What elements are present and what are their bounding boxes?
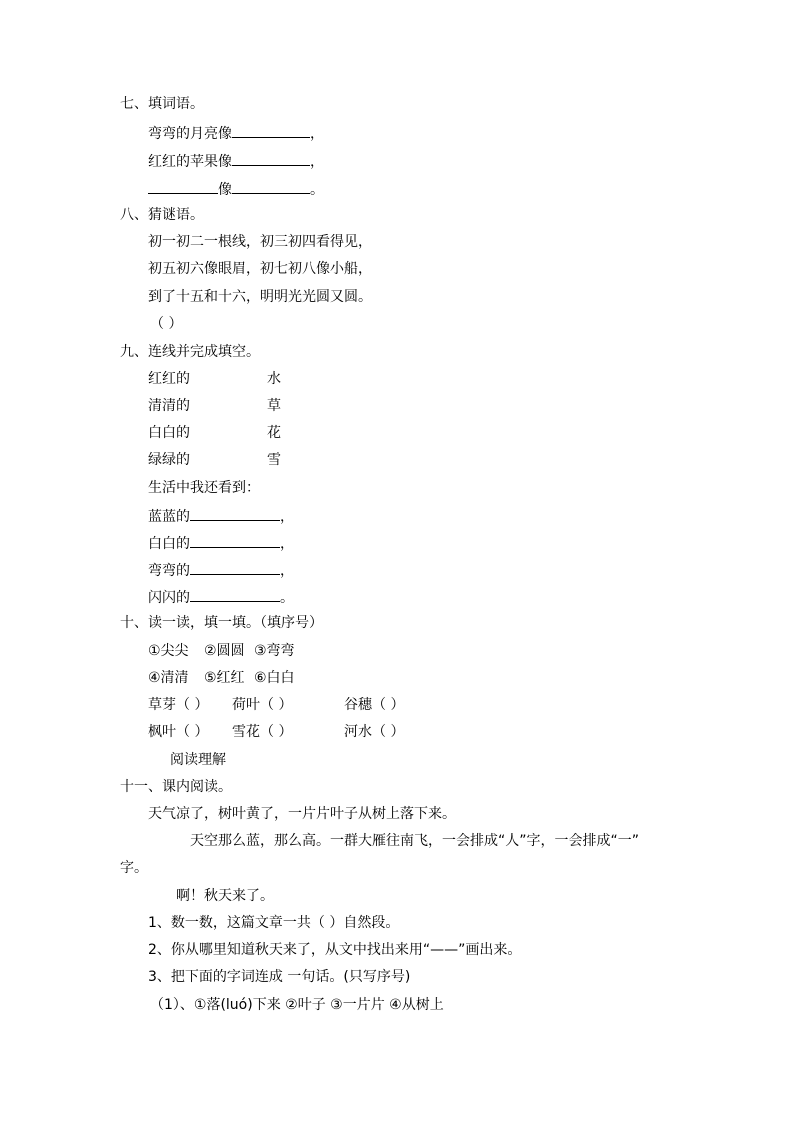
passage-paragraph: 天气凉了，树叶黄了，一片片叶子从树上落下来。 [148,806,456,822]
fill-prefix: 白白的 [148,536,190,552]
section-9-title: 九、连线并完成填空。 [120,344,260,360]
fill-item[interactable]: 荷叶（ ） [232,697,293,713]
answer-blank[interactable] [232,151,310,166]
match-left-item[interactable]: 清清的 [148,398,190,414]
fill-item[interactable]: 河水（ ） [344,724,405,740]
reading-heading: 阅读理解 [170,752,226,768]
answer-blank[interactable] [190,560,280,575]
answer-blank[interactable] [232,179,310,194]
fill-prefix: 闪闪的 [148,590,190,606]
fill-prefix: 蓝蓝的 [148,509,190,525]
option-item: ①尖尖 [148,643,189,659]
fill-prefix: 弯弯的 [148,563,190,579]
question-2: 2、你从哪里知道秋天来了，从文中找出来用“——”画出来。 [148,942,522,958]
option-item: ②圆圆 [204,643,245,659]
match-left-item[interactable]: 绿绿的 [148,452,190,468]
option-item: ④清清 [148,670,189,686]
fill-prompt: 生活中我还看到： [148,480,260,496]
answer-blank[interactable] [190,533,280,548]
riddle-line: 初五初六像眼眉，初七初八像小船， [148,261,372,277]
fill-line [148,506,294,526]
question-1: 1、数一数，这篇文章一共（ ）自然段。 [148,915,400,931]
match-right-item[interactable]: 草 [267,398,281,414]
match-right-item[interactable]: 雪 [267,452,281,468]
match-left-item[interactable]: 白白的 [148,425,190,441]
answer-blank[interactable] [232,123,310,138]
passage-paragraph-cont: 字。 [120,860,148,876]
fill-line [148,587,294,607]
riddle-answer-box[interactable]: （ ） [150,316,183,332]
riddle-line: 到了十五和十六，明明光光圆又圆。 [148,289,372,305]
fill-suffix: ， [280,536,294,552]
fill-suffix: ， [280,563,294,579]
fill-line-apple [148,151,324,171]
question-3-items: （1）、①落(luó)下来 ②叶子 ③一片片 ④从树上 [150,997,444,1013]
fill-middle: 像 [218,182,232,198]
answer-blank[interactable] [190,587,280,602]
fill-item[interactable]: 谷穗（ ） [344,697,405,713]
fill-line [148,560,294,580]
riddle-line: 初一初二一根线，初三初四看得见， [148,234,372,250]
fill-suffix: 。 [280,590,294,606]
match-left-item[interactable]: 红红的 [148,371,190,387]
match-right-item[interactable]: 花 [267,425,281,441]
fill-line-free [148,179,324,199]
passage-paragraph: 天空那么蓝，那么高。一群大雁往南飞，一会排成“人”字，一会排成“一” [190,833,640,849]
fill-suffix: ， [280,509,294,525]
fill-suffix: ， [310,154,324,170]
answer-blank[interactable] [148,179,218,194]
fill-suffix: ， [310,126,324,142]
fill-suffix: 。 [310,182,324,198]
option-item: ⑤红红 [204,670,245,686]
option-item: ⑥白白 [254,670,295,686]
fill-prefix: 红红的苹果像 [148,154,232,170]
fill-item[interactable]: 枫叶（ ） [148,724,209,740]
fill-item[interactable]: 雪花（ ） [232,724,293,740]
fill-prefix: 弯弯的月亮像 [148,126,232,142]
passage-paragraph: 啊！秋天来了。 [176,888,274,904]
fill-line [148,533,294,553]
section-11-title: 十一、课内阅读。 [120,779,232,795]
question-3: 3、把下面的字词连成 一句话。(只写序号) [148,969,411,985]
fill-item[interactable]: 草芽（ ） [148,697,209,713]
section-8-title: 八、猜谜语。 [120,207,204,223]
answer-blank[interactable] [190,506,280,521]
match-right-item[interactable]: 水 [267,371,281,387]
section-7-title: 七、填词语。 [120,96,204,112]
section-10-title: 十、读一读，填一填。（填序号） [120,615,323,631]
fill-line-moon [148,123,324,143]
option-item: ③弯弯 [254,643,295,659]
